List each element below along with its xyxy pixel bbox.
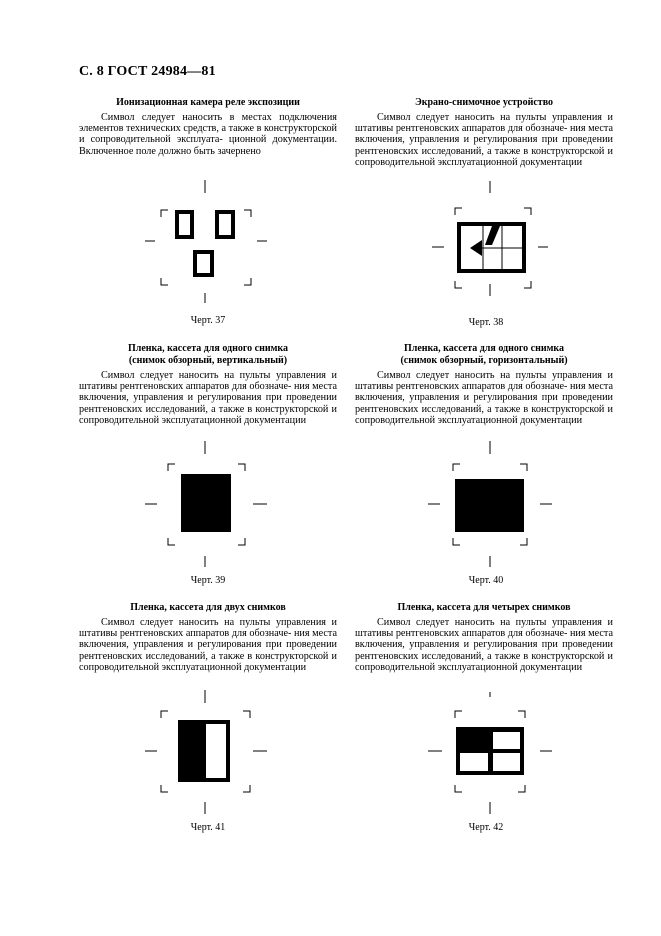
section-body: Символ следует наносить на пульты управления и штативы рентгеновских аппаратов для обозначе- ния места включения, управления и регулирования при проведении рентгеновских исследований, а также в конструкторской и сопроводительной эксплуатационной документации <box>355 370 613 426</box>
screen-film-device-icon <box>432 181 548 297</box>
section-38 <box>355 97 613 168</box>
film-single-vertical-icon <box>145 441 267 567</box>
section-body: Символ следует наносить на пульты управления и штативы рентгеновских аппаратов для обозначе- ния места включения, управления и регулирования при проведении рентгеновских исследований, а также в конструкторской и сопроводительной эксплуатационной документации <box>355 617 613 673</box>
figure-caption: Черт. 41 <box>190 822 226 833</box>
section-39 <box>79 343 337 426</box>
section-42 <box>355 602 613 673</box>
figure-caption: Черт. 38 <box>468 317 504 328</box>
section-body: Символ следует наносить на пульты управления и штативы рентгеновских аппаратов для обозначе- ния места включения, управления и регулирования при проведении рентгеновских исследований, а также в конструкторской и сопроводительной эксплуатационной документации <box>79 617 337 673</box>
film-two-shots-icon <box>145 690 267 814</box>
figure-caption: Черт. 39 <box>190 575 226 586</box>
section-title: Пленка, кассета для одного снимка <box>127 343 289 354</box>
ionization-chamber-icon <box>145 177 267 303</box>
section-subtitle: (снимок обзорный, горизонтальный) <box>400 355 568 366</box>
section-title: Ионизационная камера реле экспозиции <box>116 97 300 108</box>
section-37 <box>79 97 337 157</box>
section-title: Пленка, кассета для одного снимка <box>403 343 565 354</box>
section-40 <box>355 343 613 426</box>
section-41 <box>79 602 337 673</box>
figure-caption: Черт. 40 <box>468 575 504 586</box>
section-body: Символ следует наносить на пульты управления и штативы рентгеновских аппаратов для обозначе- ния места включения, управления и регулирования при проведении рентгеновских исследований, а также в конструкторской и сопроводительной эксплуатационной документации <box>355 112 613 168</box>
section-body: Символ следует наносить на пульты управления и штативы рентгеновских аппаратов для обозначе- ния места включения, управления и регулирования при проведении рентгеновских исследований, а также в конструкторской и сопроводительной эксплуатационной документации <box>79 370 337 426</box>
figure-caption: Черт. 42 <box>468 822 504 833</box>
page-header: С. 8 ГОСТ 24984—81 <box>79 64 216 79</box>
section-title: Пленка, кассета для двух снимков <box>130 602 286 613</box>
film-four-shots-icon <box>428 690 552 814</box>
section-title: Экрано-снимочное устройство <box>414 97 554 108</box>
section-body: Символ следует наносить в местах подключения элементов технических средств, а также в конструкторской и сопроводительной эксплуата- ционной документации. Включенное поле должно быть зачернено <box>79 112 337 157</box>
film-single-horizontal-icon <box>428 441 552 567</box>
figure-caption: Черт. 37 <box>190 315 226 326</box>
section-subtitle: (снимок обзорный, вертикальный) <box>128 355 288 366</box>
section-title: Пленка, кассета для четырех снимков <box>397 602 571 613</box>
